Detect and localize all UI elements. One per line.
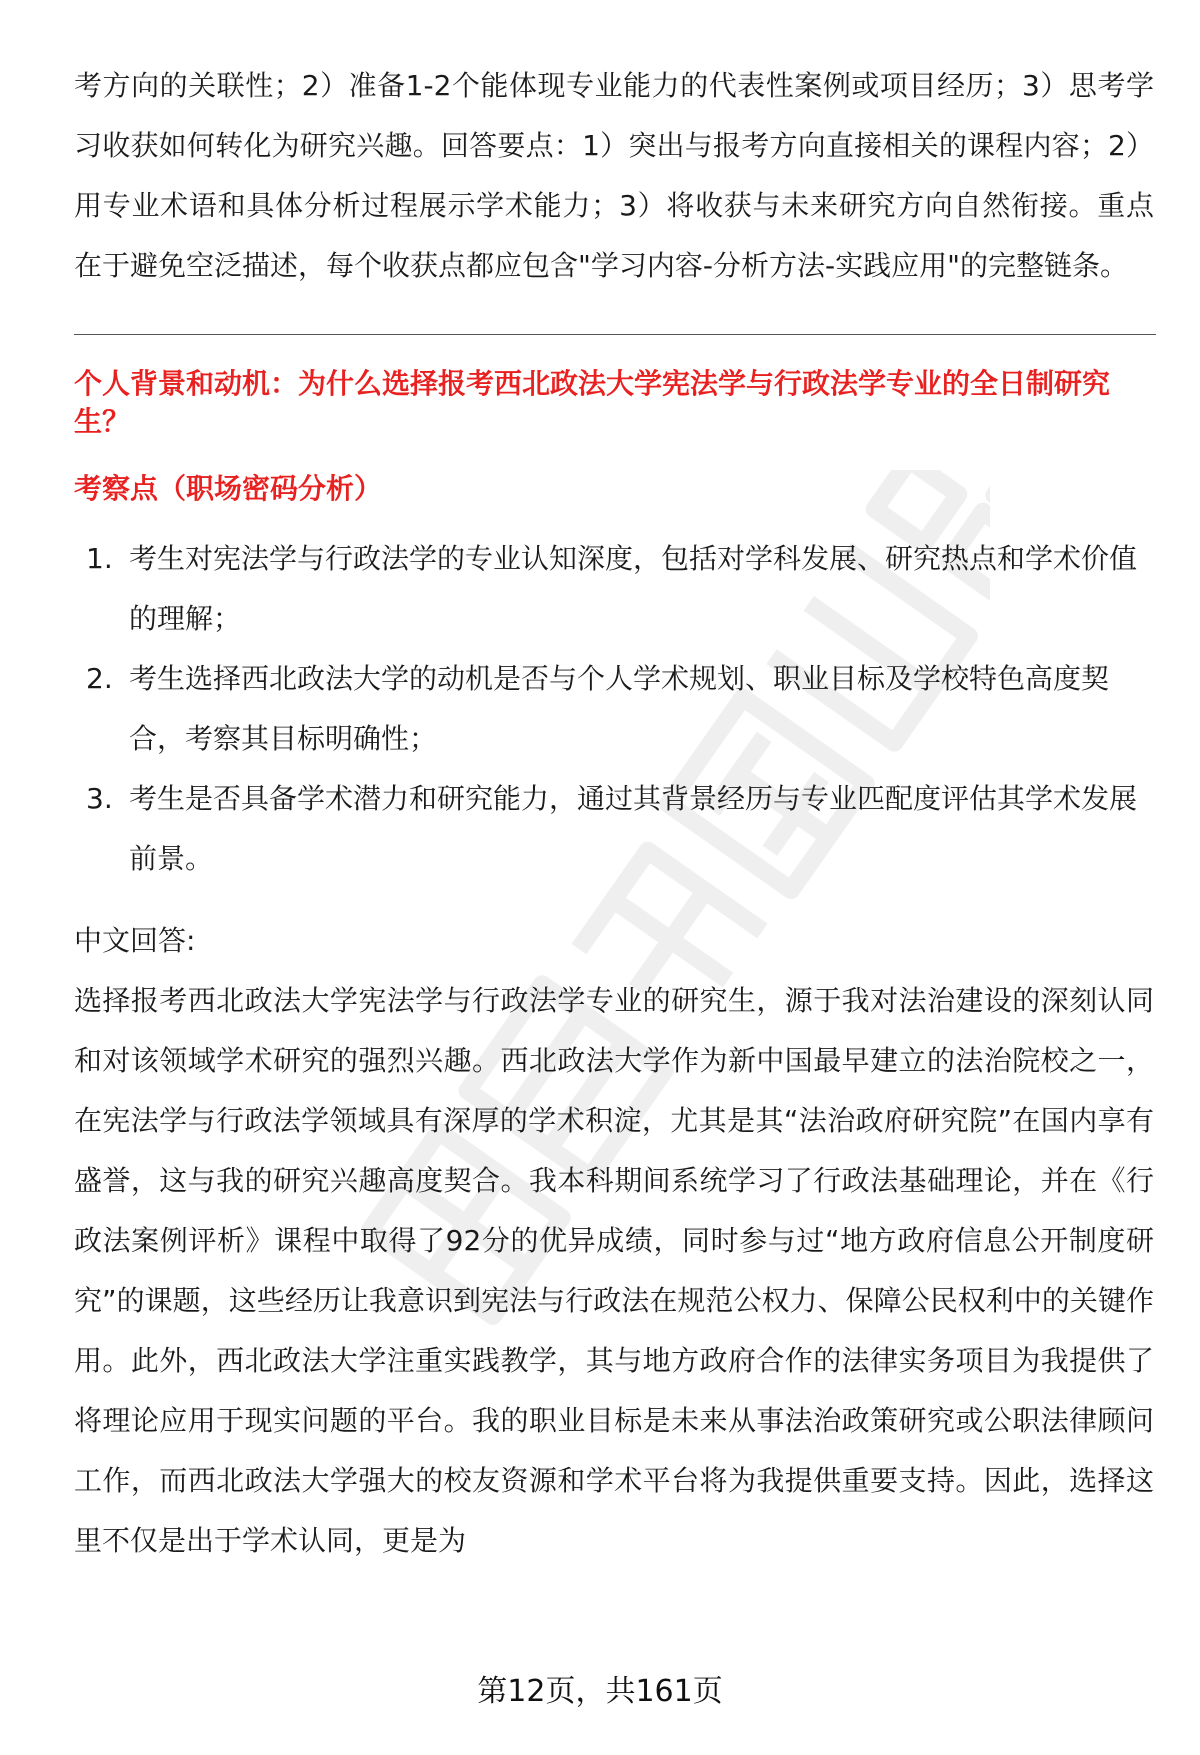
question-heading: 个人背景和动机：为什么选择报考西北政法大学宪法学与行政法学专业的全日制研究生？ [74,367,1111,438]
exam-points-title: 考察点（职场密码分析） [74,472,383,505]
exam-point-item [74,649,1154,769]
exam-point-text: 考生选择西北政法大学的动机是否与个人学术规划、职业目标及学校特色高度契合，考察其目标明确性； [129,662,1110,755]
exam-point-number: 1. [86,542,113,575]
document-page [74,56,1154,1571]
answer-label: 中文回答: [74,924,196,957]
answer-paragraph: 选择报考西北政法大学宪法学与行政法学专业的研究生，源于我对法治建设的深刻认同和对该领域学术研究的强烈兴趣。西北政法大学作为新中国最早建立的法治院校之一，在宪法学与行政法学领域具有深厚的学术积淀，尤其是其“法治政府研究院”在国内享有盛誉，这与我的研究兴趣高度契合。我本科期间系统学习了行政法基础理论，并在《行政法案例评析》课程中取得了92分的优异成绩，同时参与过“地方政府信息公开制度研究”的课题，这些经历让我意识到宪法与行政法在规范公权力、保障公民权利中的关键作用。此外，西北政法大学注重实践教学，其与地方政府合作的法律实务项目为我提供了将理论应用于现实问题的平台。我的职业目标是未来从事法治政策研究或公职法律顾问工作，而西北政法大学强大的校友资源和学术平台将为我提供重要支持。因此，选择这里不仅是出于学术认同，更是为 [74,984,1154,1557]
exam-point-number: 3. [86,782,113,815]
exam-point-text: 考生对宪法学与行政法学的专业认知深度，包括对学科发展、研究热点和学术价值的理解； [129,542,1138,635]
exam-point-item [74,769,1154,889]
section-divider [74,334,1156,335]
intro-paragraph: 考方向的关联性；2）准备1-2个能体现专业能力的代表性案例或项目经历；3）思考学习收获如何转化为研究兴趣。回答要点：1）突出与报考方向直接相关的课程内容；2）用专业术语和具体分析过程展示学术能力；3）将收获与未来研究方向自然衔接。重点在于避免空泛描述，每个收获点都应包含"学习内容-分析方法-实践应用"的完整链条。 [74,69,1154,282]
exam-points-list [74,529,1154,889]
exam-point-item [74,529,1154,649]
page-footer: 第12页，共161页 [477,1674,723,1709]
exam-point-text: 考生是否具备学术潜力和研究能力，通过其背景经历与专业匹配度评估其学术发展前景。 [129,782,1138,875]
exam-point-number: 2. [86,662,113,695]
